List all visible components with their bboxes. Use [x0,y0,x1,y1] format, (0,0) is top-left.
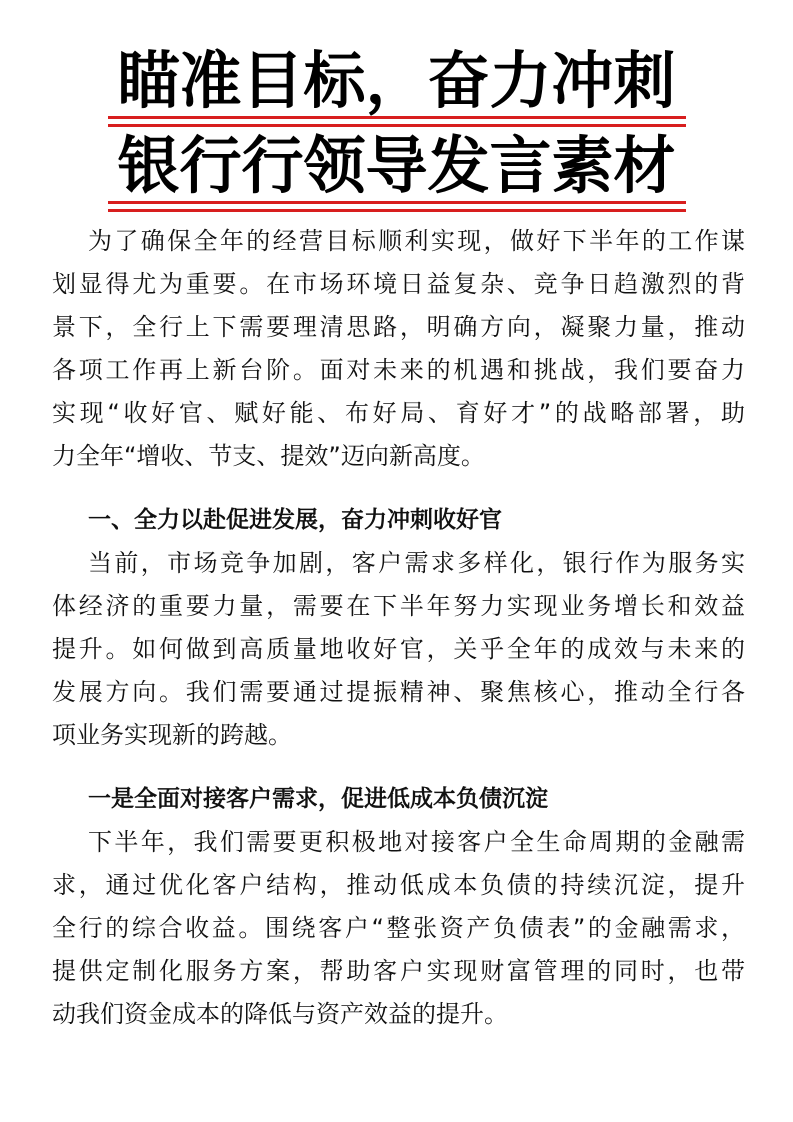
paragraph-line: 体经济的重要力量，需要在下半年努力实现业务增长和效益 [52,592,745,620]
paragraph-line: 实现“收好官、赋好能、布好局、育好才”的战略部署，助 [52,399,745,427]
paragraph-line: 项业务实现新的跨越。 [52,721,292,749]
paragraph-line: 力全年“增收、节支、提效”迈向新高度。 [52,442,485,470]
paragraph-line: 当前，市场竞争加剧，客户需求多样化，银行作为服务实 [88,549,745,577]
paragraph-line: 动我们资金成本的降低与资产效益的提升。 [52,1000,508,1028]
section-heading: 一是全面对接客户需求，促进低成本负债沉淀 [88,786,548,812]
document-title-line-1: 瞄准目标，奋力冲刺 [117,44,676,117]
section-heading: 一、全力以赴促进发展，奋力冲刺收好官 [88,507,502,533]
paragraph-line: 划显得尤为重要。在市场环境日益复杂、竞争日趋激烈的背 [52,270,745,298]
paragraph [52,220,745,478]
document-body [52,220,745,1036]
paragraph-line: 下半年，我们需要更积极地对接客户全生命周期的金融需 [88,828,745,856]
paragraph-line: 景下，全行上下需要理清思路，明确方向，凝聚力量，推动 [52,313,745,341]
paragraph-line: 各项工作再上新台阶。面对未来的机遇和挑战，我们要奋力 [52,356,745,384]
title-red-double-rule [108,116,686,127]
paragraph-line: 提供定制化服务方案，帮助客户实现财富管理的同时，也带 [52,957,745,985]
paragraph-line: 发展方向。我们需要通过提振精神、聚焦核心，推动全行各 [52,678,745,706]
paragraph-line: 提升。如何做到高质量地收好官，关乎全年的成效与未来的 [52,635,745,663]
paragraph [52,542,745,757]
paragraph-line: 全行的综合收益。围绕客户“整张资产负债表”的金融需求， [52,914,745,942]
document-title-line-2: 银行行领导发言素材 [117,129,676,202]
paragraph [52,821,745,1036]
title-red-double-rule [108,201,686,212]
paragraph-line: 求，通过优化客户结构，推动低成本负债的持续沉淀，提升 [52,871,745,899]
paragraph-line: 为了确保全年的经营目标顺利实现，做好下半年的工作谋 [88,227,745,255]
